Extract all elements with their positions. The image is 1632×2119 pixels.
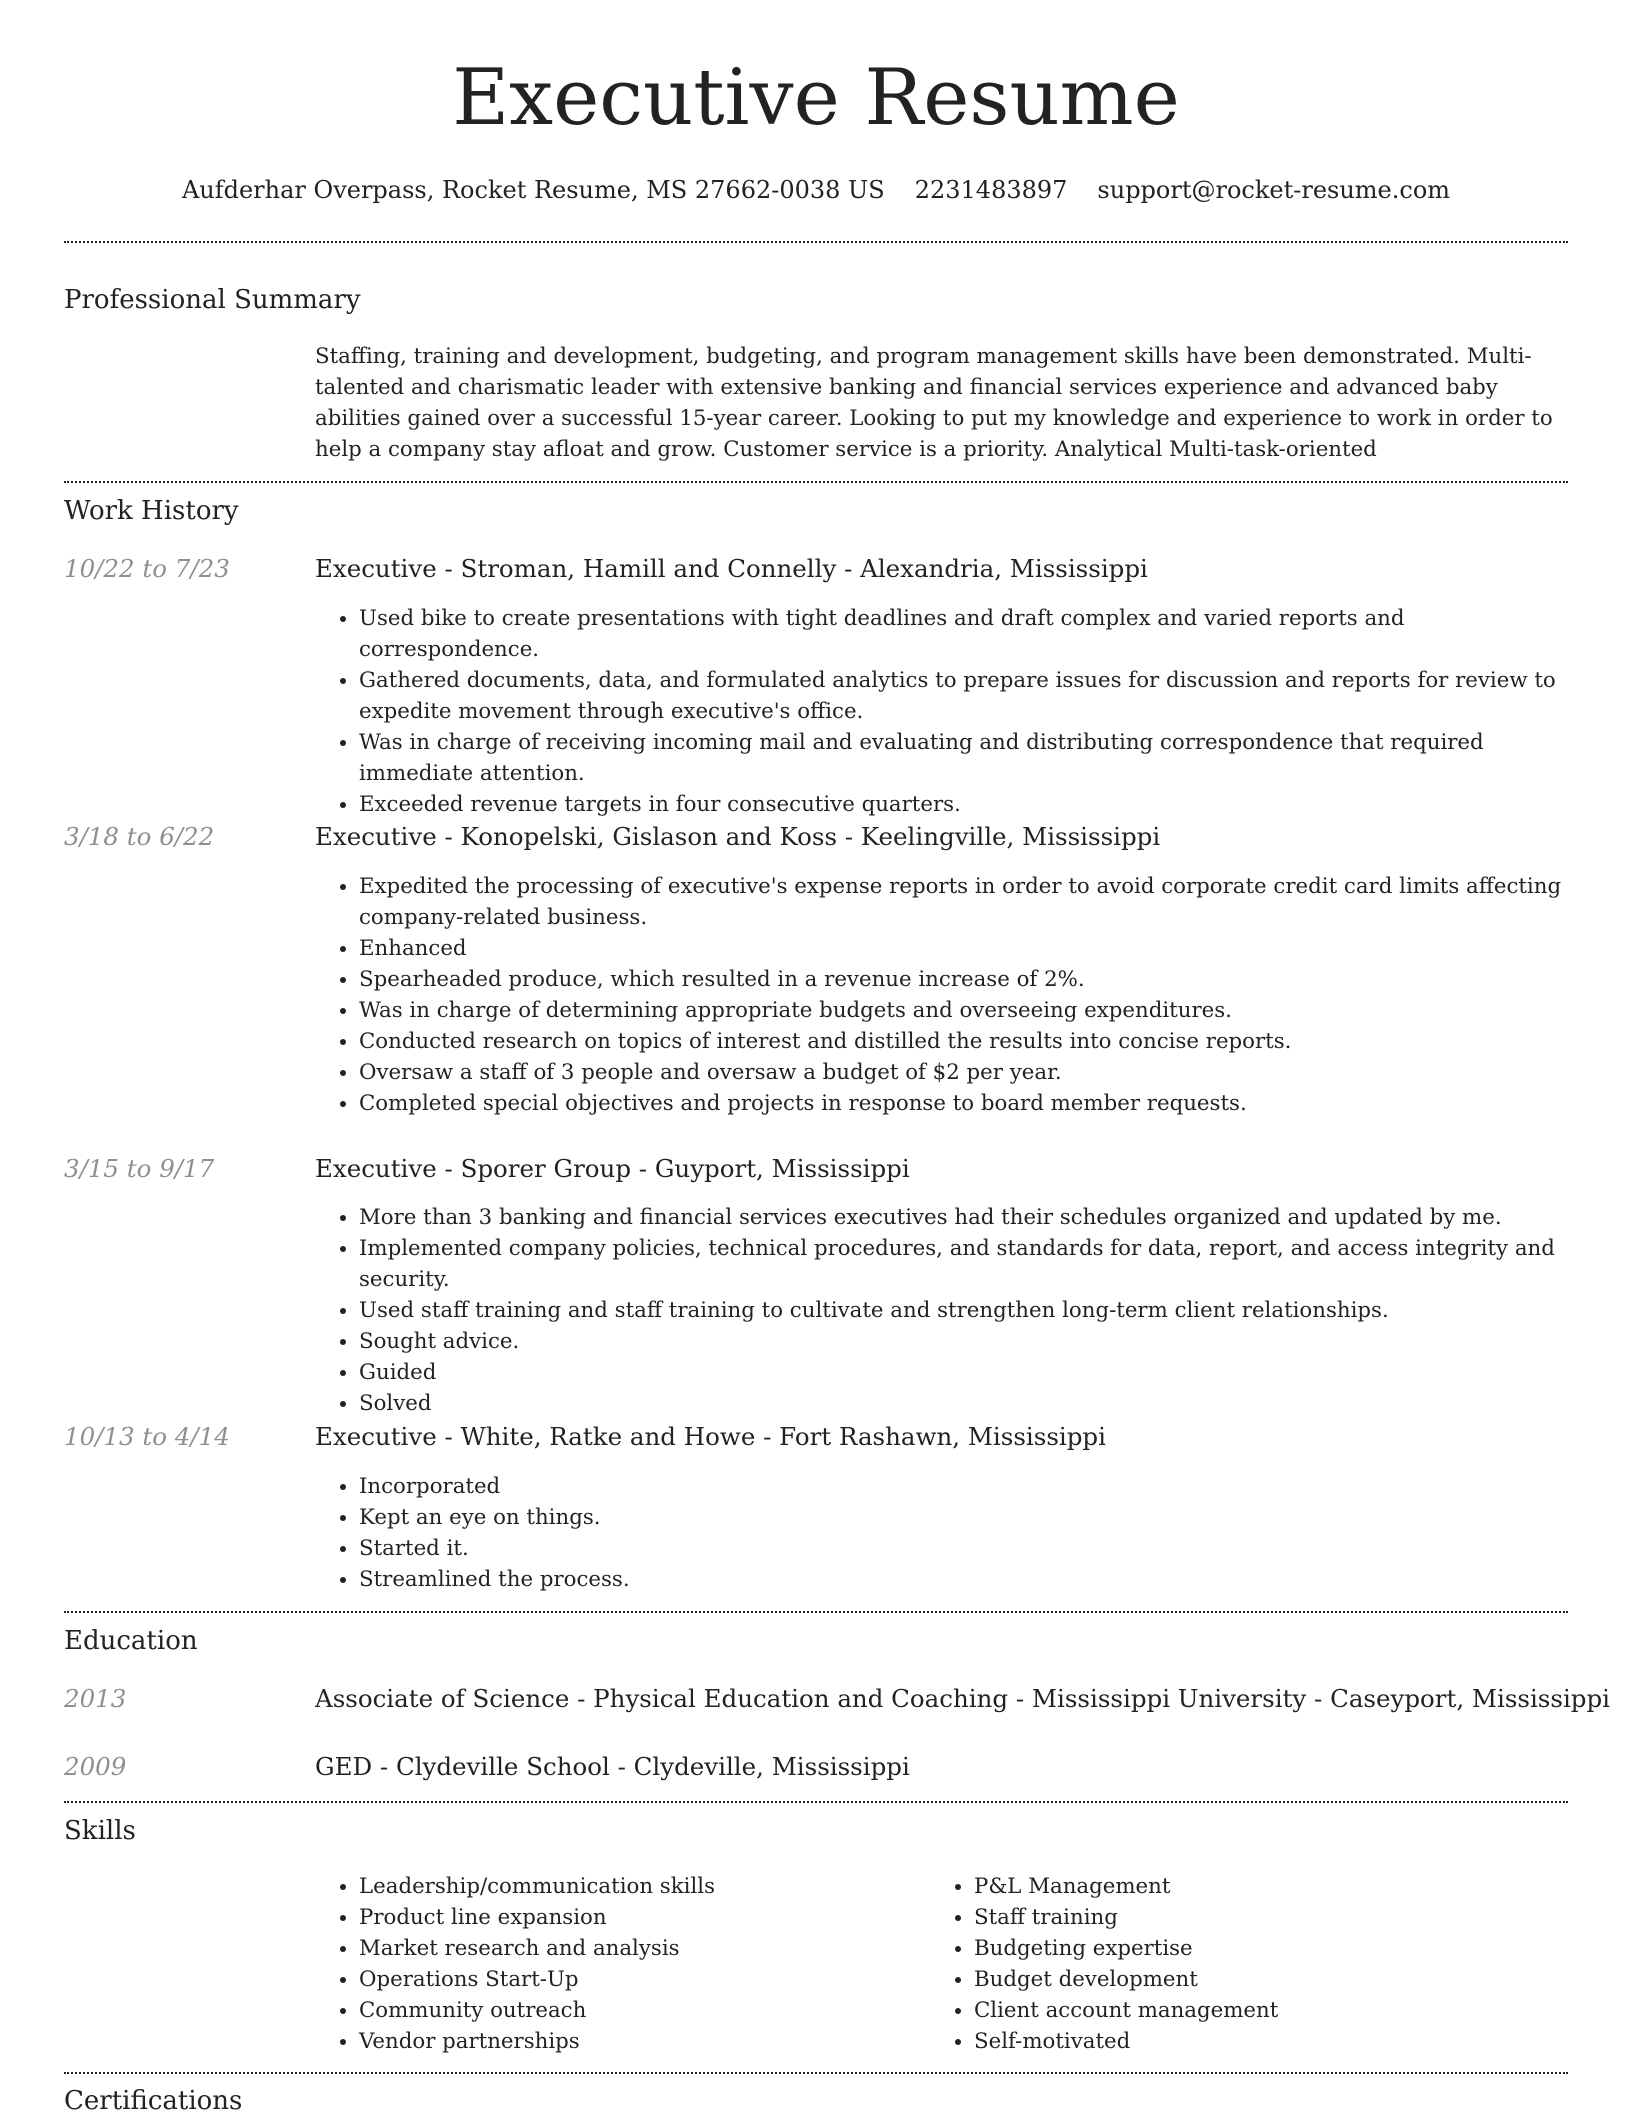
skill-item: • Budget development (974, 1964, 1568, 1995)
job-bullet: • More than 3 banking and financial services executives had their schedules organized and updated by me. (359, 1202, 1568, 1233)
work-history-heading: Work History (64, 496, 239, 526)
education-year: 2013 (64, 1684, 127, 1713)
summary-text: Staffing, training and development, budgeting, and program management skills have been demonstrated. Multi-talented and charismatic leader with extensive banking and financial services experience and advanced baby abilities gained over a successful 15-year career. Looking to put my knowledge and experience to work in order to help a company stay afloat and grow. Customer service is a priority. Analytical Multi-task-oriented (315, 344, 1553, 462)
job-bullet: • Kept an eye on things. (359, 1502, 1568, 1533)
job-title: Executive - Stroman, Hamill and Connelly - Alexandria, Mississippi (315, 554, 1148, 583)
education-title: GED - Clydeville School - Clydeville, Mississippi (315, 1752, 910, 1781)
skill-item: • Leadership/communication skills (359, 1871, 915, 1902)
skill-item: • Community outreach (359, 1995, 915, 2026)
job-bullet: • Sought advice. (359, 1326, 1568, 1357)
skill-item: • Market research and analysis (359, 1933, 915, 1964)
job-dates: 3/18 to 6/22 (64, 822, 215, 851)
skill-item: • Operations Start-Up (359, 1964, 915, 1995)
job-dates: 3/15 to 9/17 (64, 1154, 215, 1183)
job-bullet: • Oversaw a staff of 3 people and oversaw a budget of $2 per year. (359, 1057, 1568, 1088)
job-title: Executive - Sporer Group - Guyport, Mississippi (315, 1154, 910, 1183)
job-title: Executive - Konopelski, Gislason and Koss - Keelingville, Mississippi (315, 822, 1161, 851)
job-title: Executive - White, Ratke and Howe - Fort Rashawn, Mississippi (315, 1422, 1106, 1451)
job-bullet: • Implemented company policies, technical procedures, and standards for data, report, and access integrity and security. (359, 1233, 1568, 1295)
job-bullet: • Solved (359, 1388, 1568, 1419)
summary-heading: Professional Summary (64, 285, 361, 315)
education-title: Associate of Science - Physical Education and Coaching - Mississippi University - Caseyport, Mississippi (315, 1684, 1610, 1713)
job-dates: 10/13 to 4/14 (64, 1422, 230, 1451)
job-bullets (315, 1202, 1568, 1419)
job-bullet: • Used staff training and staff training to cultivate and strengthen long-term client relationships. (359, 1295, 1568, 1326)
contact-line (64, 170, 1568, 210)
resume-title: Executive Resume (452, 53, 1180, 143)
job-bullet: • Gathered documents, data, and formulated analytics to prepare issues for discussion and reports for review to expedite movement through executive's office. (359, 665, 1568, 727)
skill-item: • Client account management (974, 1995, 1568, 2026)
section-divider (64, 1801, 1568, 1803)
skills-list-left (315, 1871, 915, 2057)
job-bullet: • Started it. (359, 1533, 1568, 1564)
skill-item: • Self-motivated (974, 2026, 1568, 2057)
skill-item: • Product line expansion (359, 1902, 915, 1933)
skill-item: • Budgeting expertise (974, 1933, 1568, 1964)
job-bullet: • Guided (359, 1357, 1568, 1388)
job-bullet: • Conducted research on topics of interest and distilled the results into concise reports. (359, 1026, 1568, 1057)
job-bullet: • Incorporated (359, 1471, 1568, 1502)
job-bullet: • Enhanced (359, 933, 1568, 964)
section-divider (64, 481, 1568, 483)
job-bullet: • Streamlined the process. (359, 1564, 1568, 1595)
section-divider (64, 1611, 1568, 1613)
job-bullets (315, 1471, 1568, 1595)
skill-item: • P&L Management (974, 1871, 1568, 1902)
job-bullet: • Completed special objectives and projects in response to board member requests. (359, 1088, 1568, 1119)
job-bullet: • Was in charge of determining appropriate budgets and overseeing expenditures. (359, 995, 1568, 1026)
job-bullet: • Exceeded revenue targets in four consecutive quarters. (359, 789, 1568, 820)
education-year: 2009 (64, 1752, 127, 1781)
job-dates: 10/22 to 7/23 (64, 554, 230, 583)
skills-list-right (930, 1871, 1568, 2057)
contact-phone: 2231483897 (914, 176, 1068, 204)
job-bullets (315, 603, 1568, 820)
job-bullet: • Spearheaded produce, which resulted in a revenue increase of 2%. (359, 964, 1568, 995)
contact-address: Aufderhar Overpass, Rocket Resume, MS 27662-0038 US (181, 176, 885, 204)
certifications-heading: Certifications (64, 2086, 243, 2116)
skill-item: • Staff training (974, 1902, 1568, 1933)
skills-heading: Skills (64, 1816, 136, 1846)
education-heading: Education (64, 1626, 198, 1656)
job-bullet: • Expedited the processing of executive's expense reports in order to avoid corporate credit card limits affecting company-related business. (359, 871, 1568, 933)
job-bullet: • Was in charge of receiving incoming mail and evaluating and distributing correspondence that required immediate attention. (359, 727, 1568, 789)
section-divider (64, 241, 1568, 243)
job-bullet: • Used bike to create presentations with tight deadlines and draft complex and varied reports and correspondence. (359, 603, 1568, 665)
contact-email: support@rocket-resume.com (1097, 176, 1451, 204)
job-bullets (315, 871, 1568, 1119)
section-divider (64, 2072, 1568, 2074)
skill-item: • Vendor partnerships (359, 2026, 915, 2057)
